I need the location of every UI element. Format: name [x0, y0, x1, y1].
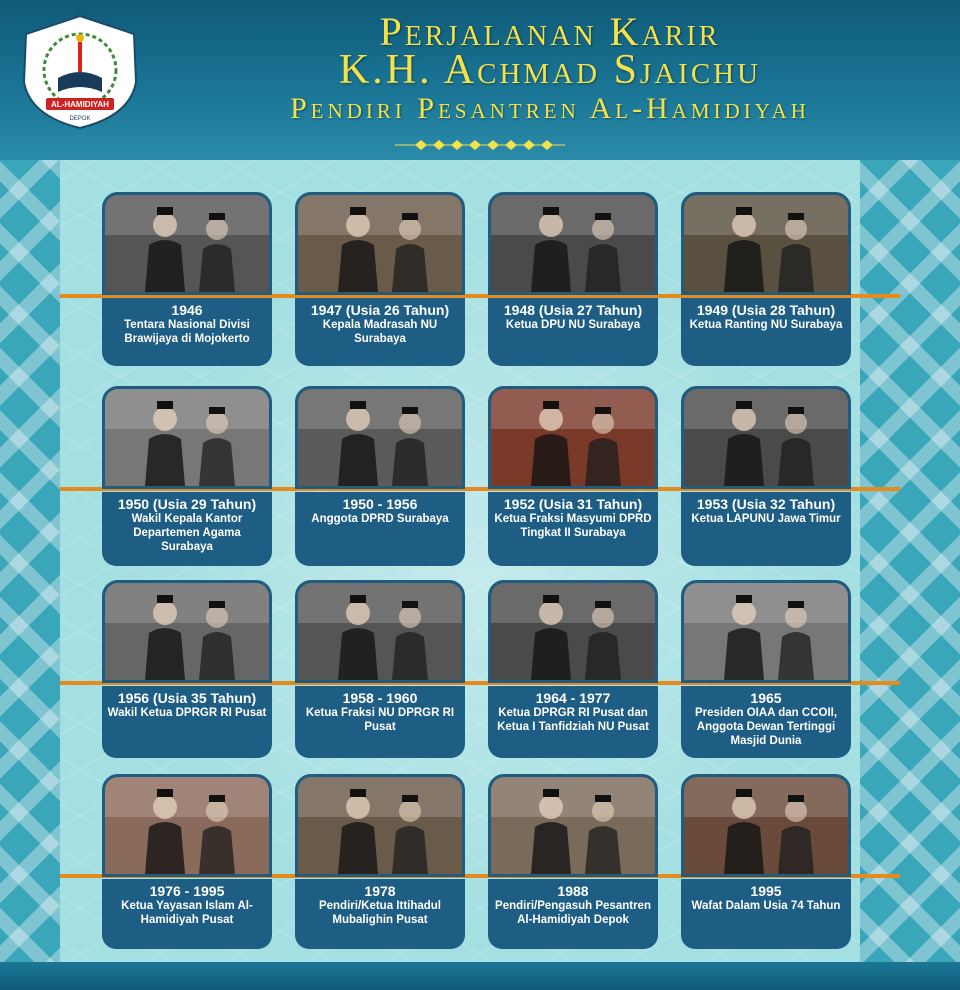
- timeline-caption: [102, 879, 272, 949]
- timeline-description: Ketua DPRGR RI Pusat dan Ketua I Tanfidziah NU Pusat: [497, 707, 649, 733]
- timeline-year: 1953 (Usia 32 Tahun): [696, 496, 836, 512]
- historical-photo: [681, 580, 851, 683]
- historical-photo: [488, 580, 658, 683]
- timeline-caption: [295, 298, 465, 366]
- timeline-description: Tentara Nasional Divisi Brawijaya di Mojokerto: [124, 319, 250, 345]
- timeline-caption: [681, 879, 851, 949]
- historical-photo: [295, 774, 465, 877]
- timeline-year: 1950 - 1956: [342, 496, 418, 512]
- timeline-caption: [295, 686, 465, 758]
- al-hamidiyah-logo: [18, 12, 142, 132]
- timeline-year: 1948 (Usia 27 Tahun): [503, 302, 643, 318]
- title-line-2: K.H. Achmad Sjaichu: [338, 47, 762, 93]
- historical-photo: [681, 192, 851, 295]
- timeline-description: Pendiri/Pengasuh Pesantren Al-Hamidiyah Depok: [495, 900, 651, 926]
- timeline-caption: [488, 879, 658, 949]
- timeline-year: 1950 (Usia 29 Tahun): [117, 496, 257, 512]
- timeline-year: 1988: [557, 883, 589, 899]
- timeline-description: Wakil Ketua DPRGR RI Pusat: [107, 707, 267, 719]
- timeline-description: Wakil Kepala Kantor Departemen Agama Surabaya: [131, 513, 243, 553]
- timeline-year: 1965: [750, 690, 782, 706]
- historical-photo: [488, 386, 658, 489]
- historical-photo: [102, 580, 272, 683]
- historical-photo: [681, 386, 851, 489]
- historical-photo: [102, 386, 272, 489]
- timeline-description: Presiden OIAA dan CCOII, Anggota Dewan Tertinggi Masjid Dunia: [694, 707, 838, 747]
- timeline-year: 1946: [171, 302, 203, 318]
- timeline-caption: [102, 686, 272, 758]
- logo-place: DEPOK: [69, 116, 91, 122]
- timeline-year: 1958 - 1960: [342, 690, 418, 706]
- timeline-year: 1976 - 1995: [149, 883, 225, 899]
- timeline-caption: [295, 492, 465, 566]
- timeline-caption: [488, 492, 658, 566]
- timeline-caption: [102, 298, 272, 366]
- timeline-description: Ketua Ranting NU Surabaya: [689, 319, 843, 331]
- timeline-caption: [681, 492, 851, 566]
- bottom-bar: [0, 962, 960, 990]
- timeline-caption: [295, 879, 465, 949]
- timeline-caption: [488, 298, 658, 366]
- timeline-description: Kepala Madrasah NU Surabaya: [322, 319, 438, 345]
- timeline-description: Ketua Fraksi NU DPRGR RI Pusat: [305, 707, 455, 733]
- timeline-year: 1956 (Usia 35 Tahun): [117, 690, 257, 706]
- timeline-description: Wafat Dalam Usia 74 Tahun: [691, 900, 841, 912]
- title-line-1: Perjalanan Karir: [379, 9, 721, 54]
- timeline-description: Anggota DPRD Surabaya: [311, 513, 449, 525]
- timeline-caption: [681, 298, 851, 366]
- right-pattern-panel: [860, 160, 960, 990]
- timeline-year: 1947 (Usia 26 Tahun): [310, 302, 450, 318]
- header-banner: [0, 0, 960, 160]
- timeline-year: 1978: [364, 883, 396, 899]
- historical-photo: [488, 192, 658, 295]
- timeline-year: 1952 (Usia 31 Tahun): [503, 496, 643, 512]
- timeline-year: 1949 (Usia 28 Tahun): [696, 302, 836, 318]
- timeline-caption: [681, 686, 851, 758]
- timeline-description: Ketua DPU NU Surabaya: [505, 319, 641, 331]
- logo-name: AL-HAMIDIYAH: [51, 100, 109, 109]
- historical-photo: [102, 192, 272, 295]
- timeline-description: Ketua LAPUNU Jawa Timur: [691, 513, 841, 525]
- timeline-description: Pendiri/Ketua Ittihadul Mubalighin Pusat: [318, 900, 442, 926]
- divider-ornament: [395, 138, 565, 152]
- historical-photo: [295, 192, 465, 295]
- timeline-caption: [102, 492, 272, 566]
- timeline-description: Ketua Yayasan Islam Al-Hamidiyah Pusat: [121, 900, 253, 926]
- historical-photo: [681, 774, 851, 877]
- historical-photo: [102, 774, 272, 877]
- timeline-year: 1964 - 1977: [535, 690, 611, 706]
- timeline-description: Ketua Fraksi Masyumi DPRD Tingkat II Surabaya: [494, 513, 652, 539]
- historical-photo: [488, 774, 658, 877]
- timeline-year: 1995: [750, 883, 782, 899]
- historical-photo: [295, 386, 465, 489]
- timeline-caption: [488, 686, 658, 758]
- historical-photo: [295, 580, 465, 683]
- title-line-3: Pendiri Pesantren Al-Hamidiyah: [290, 92, 810, 125]
